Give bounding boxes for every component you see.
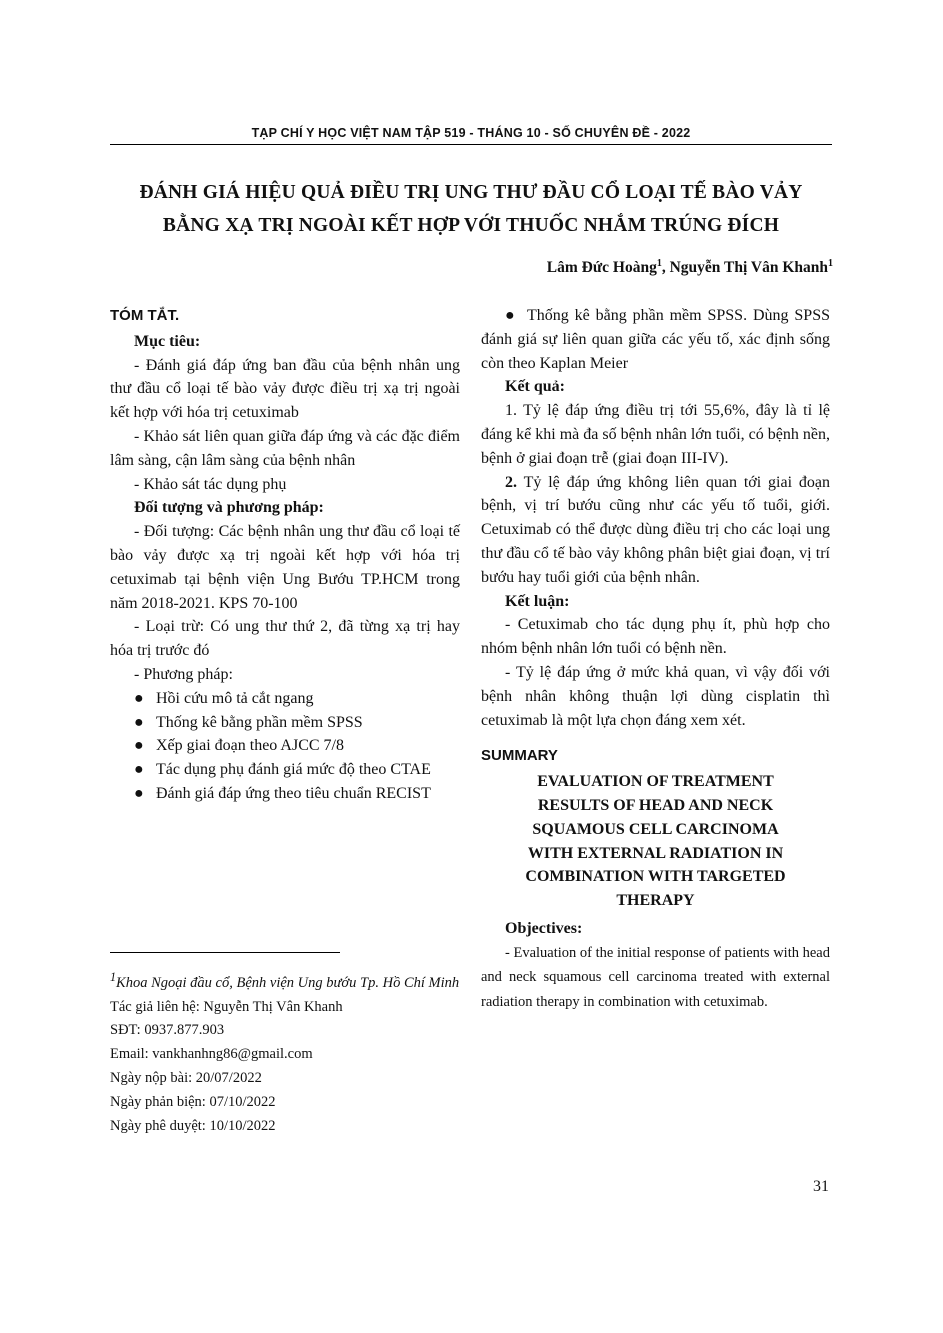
left-column	[110, 304, 460, 806]
bullet-dot: ●	[134, 689, 144, 707]
method-bullet-item: ● Hồi cứu mô tả cắt ngang	[110, 687, 460, 711]
results-label: Kết quả:	[505, 378, 565, 396]
article-title-line-2: BẰNG XẠ TRỊ NGOÀI KẾT HỢP VỚI THUỐC NHẮM TRÚNG ĐÍCH	[162, 215, 780, 236]
author-list	[547, 258, 833, 277]
method-bullet-item: ● Thống kê bằng phần mềm SPSS	[110, 711, 460, 735]
author-name: Nguyễn Thị Vân Khanh	[669, 259, 828, 277]
bullet-dot: ●	[134, 713, 144, 731]
conclusion-1: - Cetuximab cho tác dụng phụ ít, phù hợp cho nhóm bệnh nhân lớn tuổi có bệnh nền.	[481, 616, 830, 658]
date-reviewed: Ngày phản biện: 07/10/2022	[110, 1093, 276, 1110]
conclusion-2: - Tỷ lệ đáp ứng ở mức khả quan, vì vậy đối với bệnh nhân không thuận lợi dùng cisplatin thì cetuximab là một lựa chọn đáng xem xét.	[481, 663, 830, 729]
affiliation-mark: 1	[828, 258, 833, 269]
phone-number: SĐT: 0937.877.903	[110, 1022, 225, 1039]
objective-2: - Khảo sát liên quan giữa đáp ứng và các đặc điểm lâm sàng, cận lâm sàng của bệnh nhân	[110, 427, 460, 469]
page-number: 31	[813, 1178, 829, 1195]
conclusion-label: Kết luận:	[505, 592, 570, 610]
english-objectives-label: Objectives:	[505, 919, 583, 937]
result-1: 1. Tỷ lệ đáp ứng điều trị tới 55,6%, đây là tỉ lệ đáng kể khi mà đa số bệnh nhân lớn tuổi, có bệnh nền, bệnh ở giai đoạn trễ (giai đoạn III-IV).	[481, 402, 830, 467]
bullet-dot: ●	[134, 761, 144, 779]
result-2: 2. Tỷ lệ đáp ứng không liên quan tới giai đoạn bệnh, vị trí bướu cũng như các yếu tố tuổi, giới. Cetuximab có thể được dùng điều trị cho các loại ung thư đầu cổ tế bào vảy không phân biệt giai đoạn, vị trí bướu hay tuổi giới của bệnh nhân.	[481, 473, 830, 586]
footnotes	[110, 966, 460, 1138]
date-received: Ngày nộp bài: 20/07/2022	[110, 1070, 262, 1087]
affiliation-mark: 1	[656, 258, 662, 269]
footnote-rule	[110, 952, 340, 953]
method-bullet-item: ● Tác dụng phụ đánh giá mức độ theo CTAE	[110, 758, 460, 782]
corresponding-author: Tác giả liên hệ: Nguyễn Thị Vân Khanh	[110, 998, 343, 1015]
method-label: - Phương pháp:	[134, 665, 233, 683]
english-title: EVALUATION OF TREATMENT RESULTS OF HEAD AND NECK SQUAMOUS CELL CARCINOMA WITH EXTERNAL RADIATION IN COMBINATION WITH TARGETED THERAPY	[525, 773, 786, 910]
method-bullet-item: ● Đánh giá đáp ứng theo tiêu chuẩn RECIST	[110, 782, 460, 806]
author-separator: ,	[661, 259, 670, 277]
affiliation-note: $^1$Khoa Ngoại đầu cổ, Bệnh viện Ung bướu Tp. Hồ Chí Minh	[110, 970, 460, 991]
header-rule	[110, 144, 832, 145]
subjects-text: - Đối tượng: Các bệnh nhân ung thư đầu cổ loại tế bào vảy được xạ trị ngoài kết hợp với hóa trị cetuximab tại bệnh viện Ung Bướu TP.HCM trong năm 2018-2021. KPS 70-100	[110, 523, 460, 612]
summary-heading: SUMMARY	[481, 747, 558, 765]
abstract-heading: TÓM TẮT.	[110, 307, 180, 324]
methods-label: Đối tượng và phương pháp:	[134, 499, 324, 517]
right-column	[481, 304, 830, 1014]
bullet-dot: ●	[134, 784, 144, 802]
method-bullet-item: ● Xếp giai đoạn theo AJCC 7/8	[110, 734, 460, 758]
objective-3: - Khảo sát tác dụng phụ	[134, 475, 287, 493]
exclusion-text: - Loại trừ: Có ung thư thứ 2, đã từng xạ trị hay hóa trị trước đó	[110, 618, 460, 660]
date-accepted: Ngày phê duyệt: 10/10/2022	[110, 1117, 276, 1134]
objectives-label: Mục tiêu:	[134, 332, 201, 350]
bullet-dot: ●	[134, 737, 144, 755]
running-header: TẠP CHÍ Y HỌC VIỆT NAM TẬP 519 - THÁNG 10 - SỐ CHUYÊN ĐỀ - 2022	[251, 126, 691, 140]
english-objective-1: - Evaluation of the initial response of patients with head and neck squamous cell carcinoma treated with external radiation therapy in combination with cetuximab.	[481, 944, 830, 1010]
email-address: Email: vankhanhng86@gmail.com	[110, 1046, 313, 1063]
method-bullet-item: ● Thống kê bằng phần mềm SPSS. Dùng SPSS đánh giá sự liên quan giữa các yếu tố, xác định sống còn theo Kaplan Meier	[481, 304, 830, 375]
objective-1: - Đánh giá đáp ứng ban đầu của bệnh nhân ung thư đầu cổ loại tế bào vảy được điều trị xạ trị ngoài kết hợp với hóa trị cetuximab	[110, 356, 460, 422]
affiliation-mark: 1	[110, 970, 117, 984]
author-name: Lâm Đức Hoàng	[546, 259, 657, 277]
article-title-line-1: ĐÁNH GIÁ HIỆU QUẢ ĐIỀU TRỊ UNG THƯ ĐẦU CỔ LOẠI TẾ BÀO VẢY	[139, 182, 803, 203]
article-title	[110, 176, 832, 242]
bullet-dot: ●	[505, 307, 515, 324]
